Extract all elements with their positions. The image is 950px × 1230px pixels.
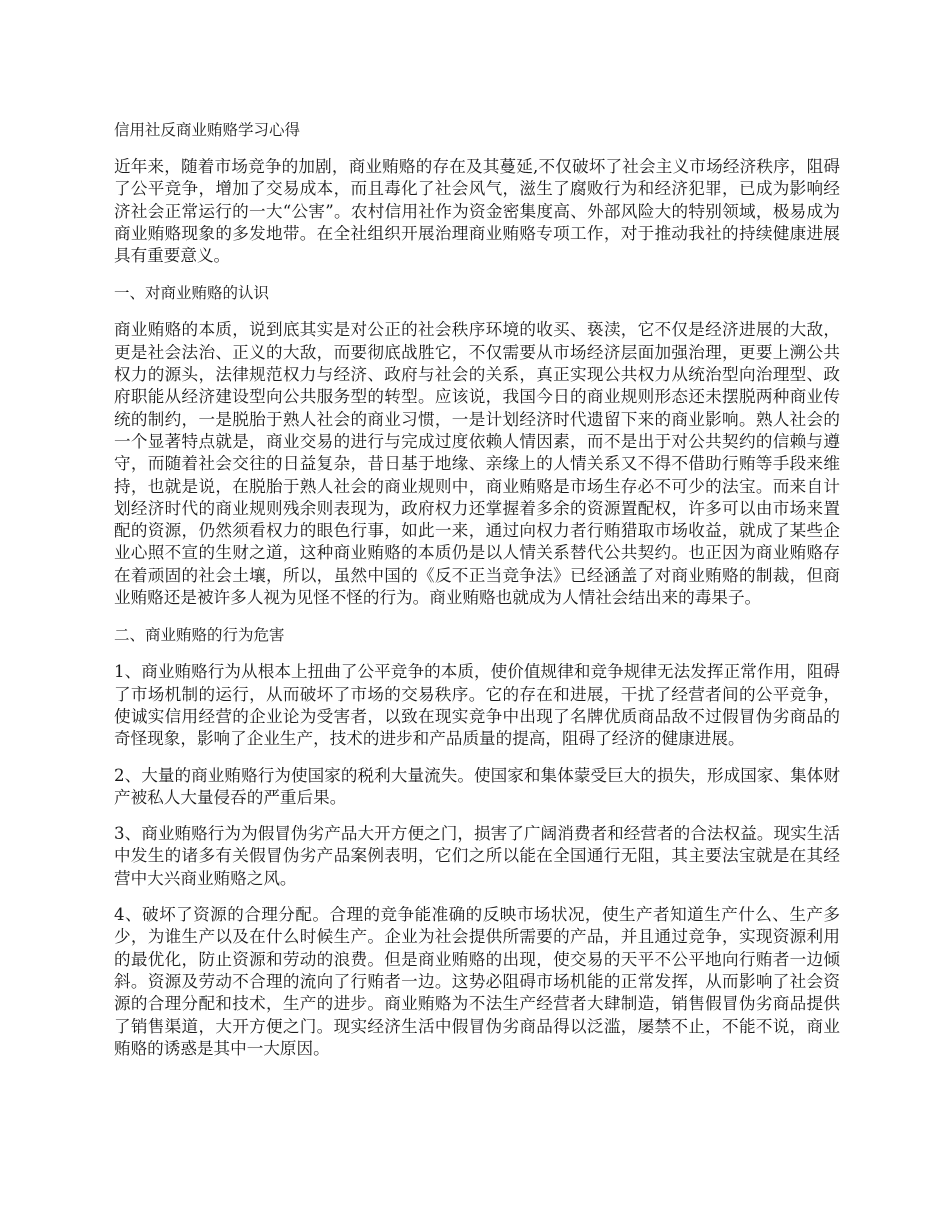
section-heading-harms: 二、商业贿赂的行为危害 [114, 626, 285, 645]
harm-point-3: 3、商业贿赂行为为假冒伪劣产品大开方便之门，损害了广阔消费者和经营者的合法权益。现实生活中发生的诸多有关假冒伪劣产品案例表明，它们之所以能在全国通行无阻，其主要法宝就是在其经营中大兴商业贿赂之风。 [114, 824, 840, 888]
document-title: 信用社反商业贿赂学习心得 [114, 121, 301, 139]
section-heading-understanding: 一、对商业贿赂的认识 [114, 284, 270, 303]
intro-paragraph: 近年来，随着市场竞争的加剧，商业贿赂的存在及其蔓延,不仅破坏了社会主义市场经济秩序，阻碍了公平竞争，增加了交易成本，而且毒化了社会风气，滋生了腐败行为和经济犯罪，已成为影响经济社会正常运行的一大“公害”。农村信用社作为资金密集度高、外部风险大的特别领域，极易成为商业贿赂现象的多发地带。在全社组织开展治理商业贿赂专项工作，对于推动我社的持续健康进展具有重要意义。 [114, 157, 840, 266]
section-body-understanding: 商业贿赂的本质，说到底其实是对公正的社会秩序环境的收买、亵渎，它不仅是经济进展的大敌，更是社会法治、正义的大敌，而要彻底战胜它，不仅需要从市场经济层面加强治理，更要上溯公共权力的源头，法律规范权力与经济、政府与社会的关系，真正实现公共权力从统治型向治理型、政府职能从经济建设型向公共服务型的转型。应该说，我国今日的商业规则形态还未摆脱两种商业传统的制约，一是脱胎于熟人社会的商业习惯，一是计划经济时代遗留下来的商业影响。熟人社会的一个显著特点就是，商业交易的进行与完成过度依赖人情因素，而不是出于对公共契约的信赖与遵守，而随着社会交往的日益复杂，昔日基于地缘、亲缘上的人情关系又不得不借助行贿等手段来维持，也就是说，在脱胎于熟人社会的商业规则中，商业贿赂是市场生存必不可少的法宝。而来自计划经济时代的商业规则残余则表现为，政府权力还掌握着多余的资源置配权，许多可以由市场来置配的资源，仍然须看权力的眼色行事，如此一来，通过向权力者行贿猎取市场收益，就成了某些企业心照不宣的生财之道，这种商业贿赂的本质仍是以人情关系替代公共契约。也正因为商业贿赂存在着顽固的社会土壤，所以，虽然中国的《反不正当竞争法》已经涵盖了对商业贿赂的制裁，但商业贿赂还是被许多人视为见怪不怪的行为。商业贿赂也就成为人情社会结出来的毒果子。 [114, 320, 840, 608]
document-page [114, 118, 840, 1074]
harm-point-2: 2、大量的商业贿赂行为使国家的税利大量流失。使国家和集体蒙受巨大的损失，形成国家、集体财产被私人大量侵吞的严重后果。 [114, 765, 840, 807]
harm-point-4: 4、破坏了资源的合理分配。合理的竞争能准确的反映市场状况，使生产者知道生产什么、生产多少，为谁生产以及在什么时候生产。企业为社会提供所需要的产品，并且通过竞争，实现资源利用的最优化，防止资源和劳动的浪费。但是商业贿赂的出现，使交易的天平不公平地向行贿者一边倾斜。资源及劳动不合理的流向了行贿者一边。这势必阻碍市场机能的正常发挥，从而影响了社会资源的合理分配和技术，生产的进步。商业贿赂为不法生产经营者大肆制造，销售假冒伪劣商品提供了销售渠道，大开方便之门。现实经济生活中假冒伪劣商品得以泛滥，屡禁不止，不能不说，商业贿赂的诱惑是其中一大原因。 [114, 905, 840, 1058]
harm-point-1: 1、商业贿赂行为从根本上扭曲了公平竞争的本质，使价值规律和竞争规律无法发挥正常作用，阻碍了市场机制的运行，从而破坏了市场的交易秩序。它的存在和进展，干扰了经营者间的公平竞争，使诚实信用经营的企业论为受害者，以致在现实竞争中出现了名牌优质商品敌不过假冒伪劣商品的奇怪现象，影响了企业生产，技术的进步和产品质量的提高，阻碍了经济的健康进展。 [114, 662, 840, 749]
